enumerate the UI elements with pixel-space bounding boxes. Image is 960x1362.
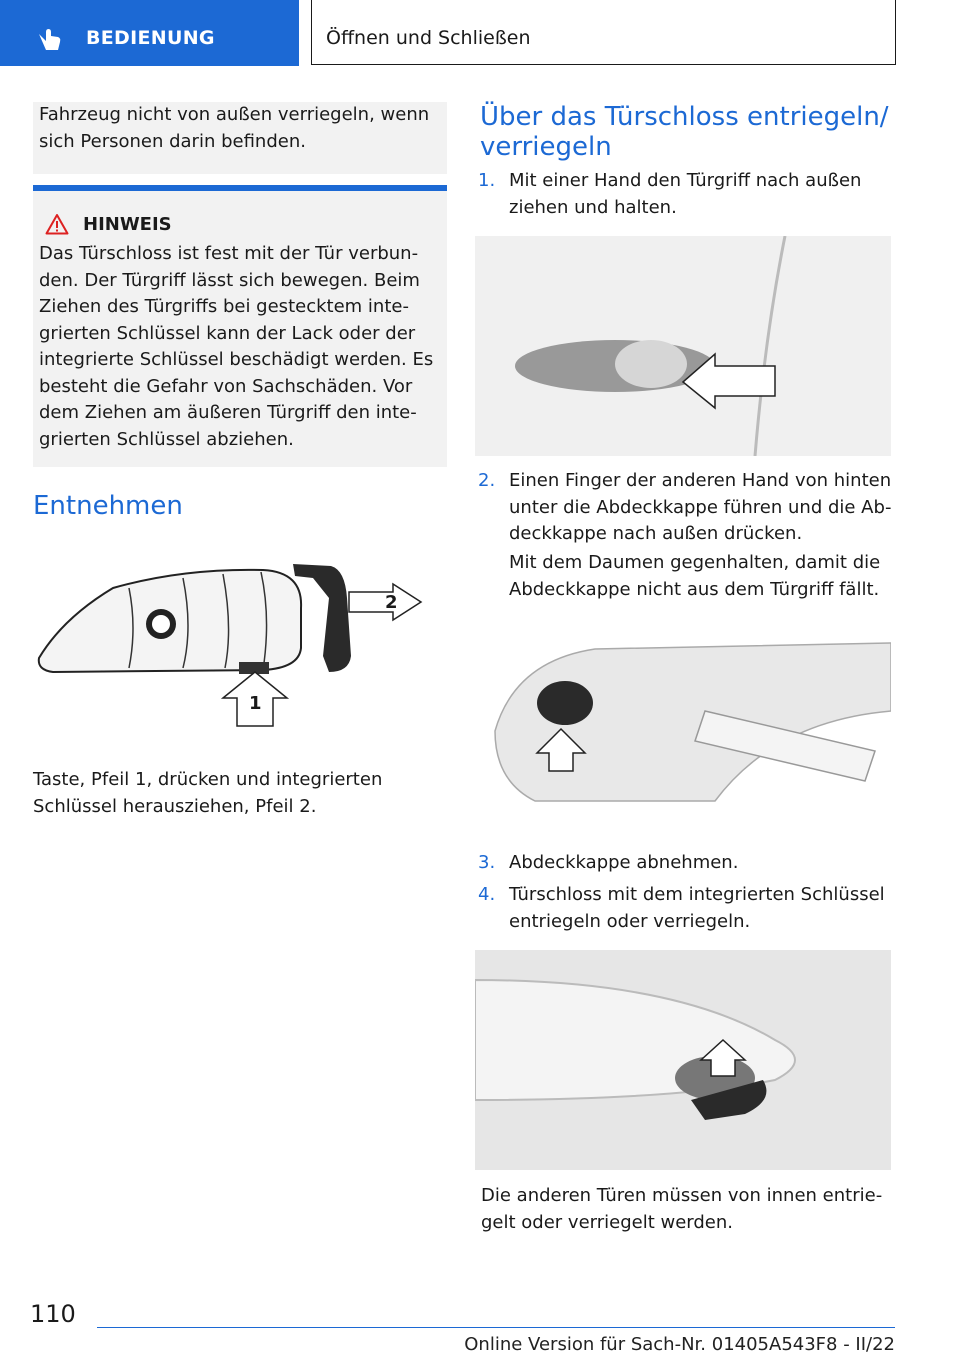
section-tab[interactable] xyxy=(0,0,299,66)
figure-label-1: 1 xyxy=(249,693,262,714)
step-number: 4. xyxy=(478,884,496,905)
step-number: 2. xyxy=(478,470,496,491)
page-number: 110 xyxy=(30,1300,76,1328)
key-in-lock-illustration xyxy=(475,950,891,1170)
chapter-title: Öffnen und Schließen xyxy=(326,27,531,49)
notice-title: HINWEIS xyxy=(83,214,172,235)
figure-label-2: 2 xyxy=(385,592,398,613)
step-text: Türschloss mit dem integrierten Schlüssel entriegeln oder verriegeln. xyxy=(509,884,885,932)
step-number: 1. xyxy=(478,170,496,191)
caution-text: Fahrzeug nicht von außen verriegeln, wenn sich Personen darin befinden. xyxy=(39,104,430,152)
notice-box xyxy=(33,191,447,467)
footer-rule xyxy=(97,1327,895,1328)
step-text: Einen Finger der anderen Hand von hinten unter die Abdeckkappe führen und die Abdeckkappe nach außen drücken. xyxy=(509,470,892,544)
notice-text: Das Türschloss ist fest mit der Tür verbunden. Der Türgriff lässt sich bewegen. Beim Ziehen des Türgriffs bei gestecktem integrierten Schlüssel kann der Lack oder der integrierte Schlüssel beschädigt werden. Es besteht die Gefahr von Sachschäden. Vor dem Ziehen am äußeren Türgriff den integrierten Schlüssel abziehen. xyxy=(39,243,434,450)
section-title-tuerschloss-line1: Über das Türschloss entriegeln/ xyxy=(480,102,889,132)
cover-cap-illustration xyxy=(475,641,891,803)
chapter-header xyxy=(311,0,896,65)
footer-text: Online Version für Sach-Nr. 01405A543F8 - II/22 xyxy=(464,1334,895,1355)
closing-text: Die anderen Türen müssen von innen entriegelt oder verriegelt werden. xyxy=(481,1185,883,1233)
key-in-lock-figure xyxy=(475,950,891,1170)
step-text: Abdeckkappe abnehmen. xyxy=(509,852,739,873)
door-handle-illustration xyxy=(475,236,891,456)
cover-cap-figure xyxy=(475,641,891,803)
key-figure xyxy=(33,548,445,748)
warning-icon xyxy=(45,213,69,235)
hand-pointer-icon xyxy=(36,26,64,52)
step-text: Mit einer Hand den Türgriff nach außen ziehen und halten. xyxy=(509,170,862,218)
section-title-tuerschloss-line2: verriegeln xyxy=(480,132,612,162)
key-illustration xyxy=(33,548,445,748)
section-label: BEDIENUNG xyxy=(86,27,215,49)
step-note: Mit dem Daumen gegenhalten, damit die Abdeckkappe nicht aus dem Türgriff fällt. xyxy=(509,552,881,600)
section-title-entnehmen: Entnehmen xyxy=(33,491,183,521)
entnehmen-instruction: Taste, Pfeil 1, drücken und integrierten Schlüssel herausziehen, Pfeil 2. xyxy=(33,769,383,817)
step-number: 3. xyxy=(478,852,496,873)
door-handle-figure xyxy=(475,236,891,456)
caution-box xyxy=(33,102,447,174)
